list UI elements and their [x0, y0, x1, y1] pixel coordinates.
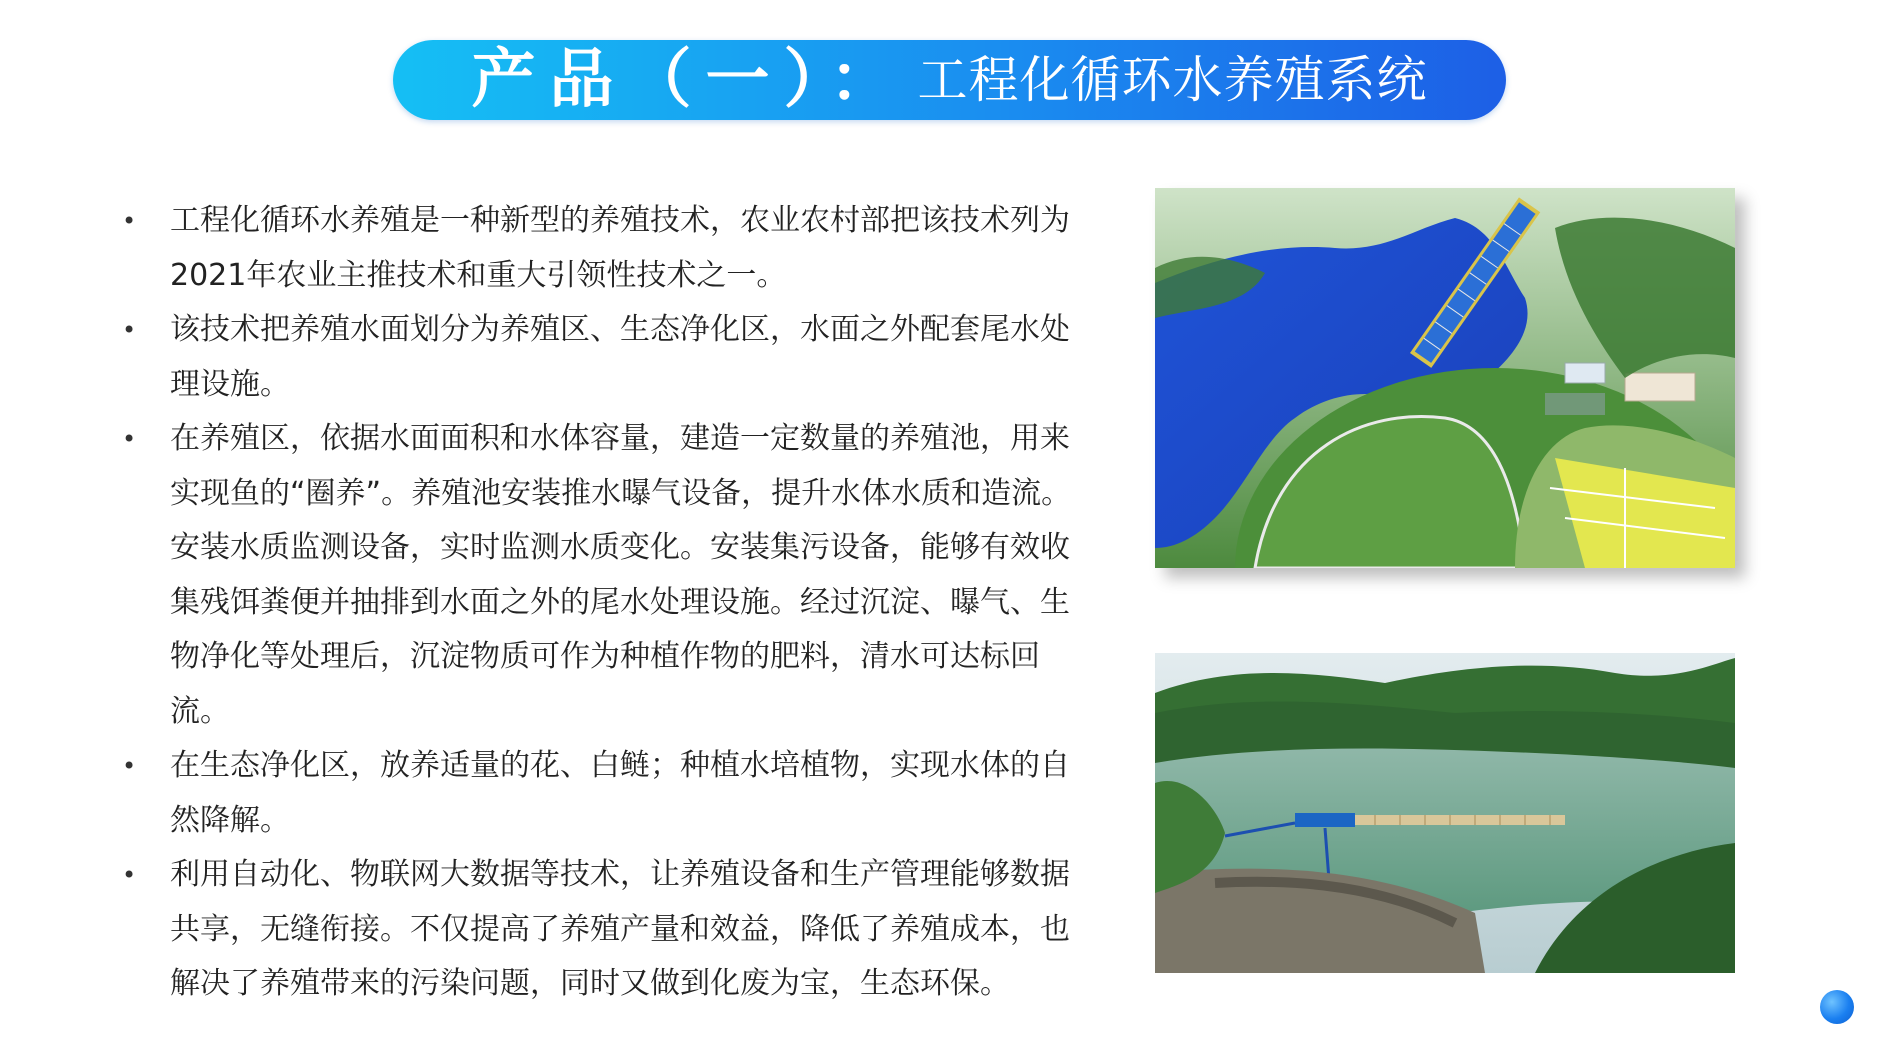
bullet-list — [122, 194, 1072, 1012]
planning-map-image — [1155, 188, 1735, 568]
bullet-item: • 利用自动化、物联网大数据等技术，让养殖设备和生产管理能够数据共享，无缝衔接。不仅提高了养殖产量和效益，降低了养殖成本，也解决了养殖带来的污染问题，同时又做到化废为宝，生态环保。 — [122, 848, 1072, 1012]
bullet-item: • 工程化循环水养殖是一种新型的养殖技术，农业农村部把该技术列为2021年农业主推技术和重大引领性技术之一。 — [122, 194, 1072, 303]
bullet-item: • 在生态净化区，放养适量的花、白鲢；种植水培植物，实现水体的自然降解。 — [122, 739, 1072, 848]
bullet-item: • 该技术把养殖水面划分为养殖区、生态净化区，水面之外配套尾水处理设施。 — [122, 303, 1072, 412]
page-title: 产品（一）： — [471, 43, 908, 117]
title-banner — [393, 40, 1506, 120]
reservoir-photo-image — [1155, 653, 1735, 973]
page-subtitle: 工程化循环水养殖系统 — [917, 51, 1428, 109]
decorative-dot — [1820, 990, 1854, 1024]
bullet-item: • 在养殖区，依据水面面积和水体容量，建造一定数量的养殖池，用来实现鱼的“圈养”。养殖池安装推水曝气设备，提升水体水质和造流。安装水质监测设备，实时监测水质变化。安装集污设备，能够有效收集残饵粪便并抽排到水面之外的尾水处理设施。经过沉淀、曝气、生物净化等处理后，沉淀物质可作为种植作物的肥料，清水可达标回流。 — [122, 412, 1072, 739]
